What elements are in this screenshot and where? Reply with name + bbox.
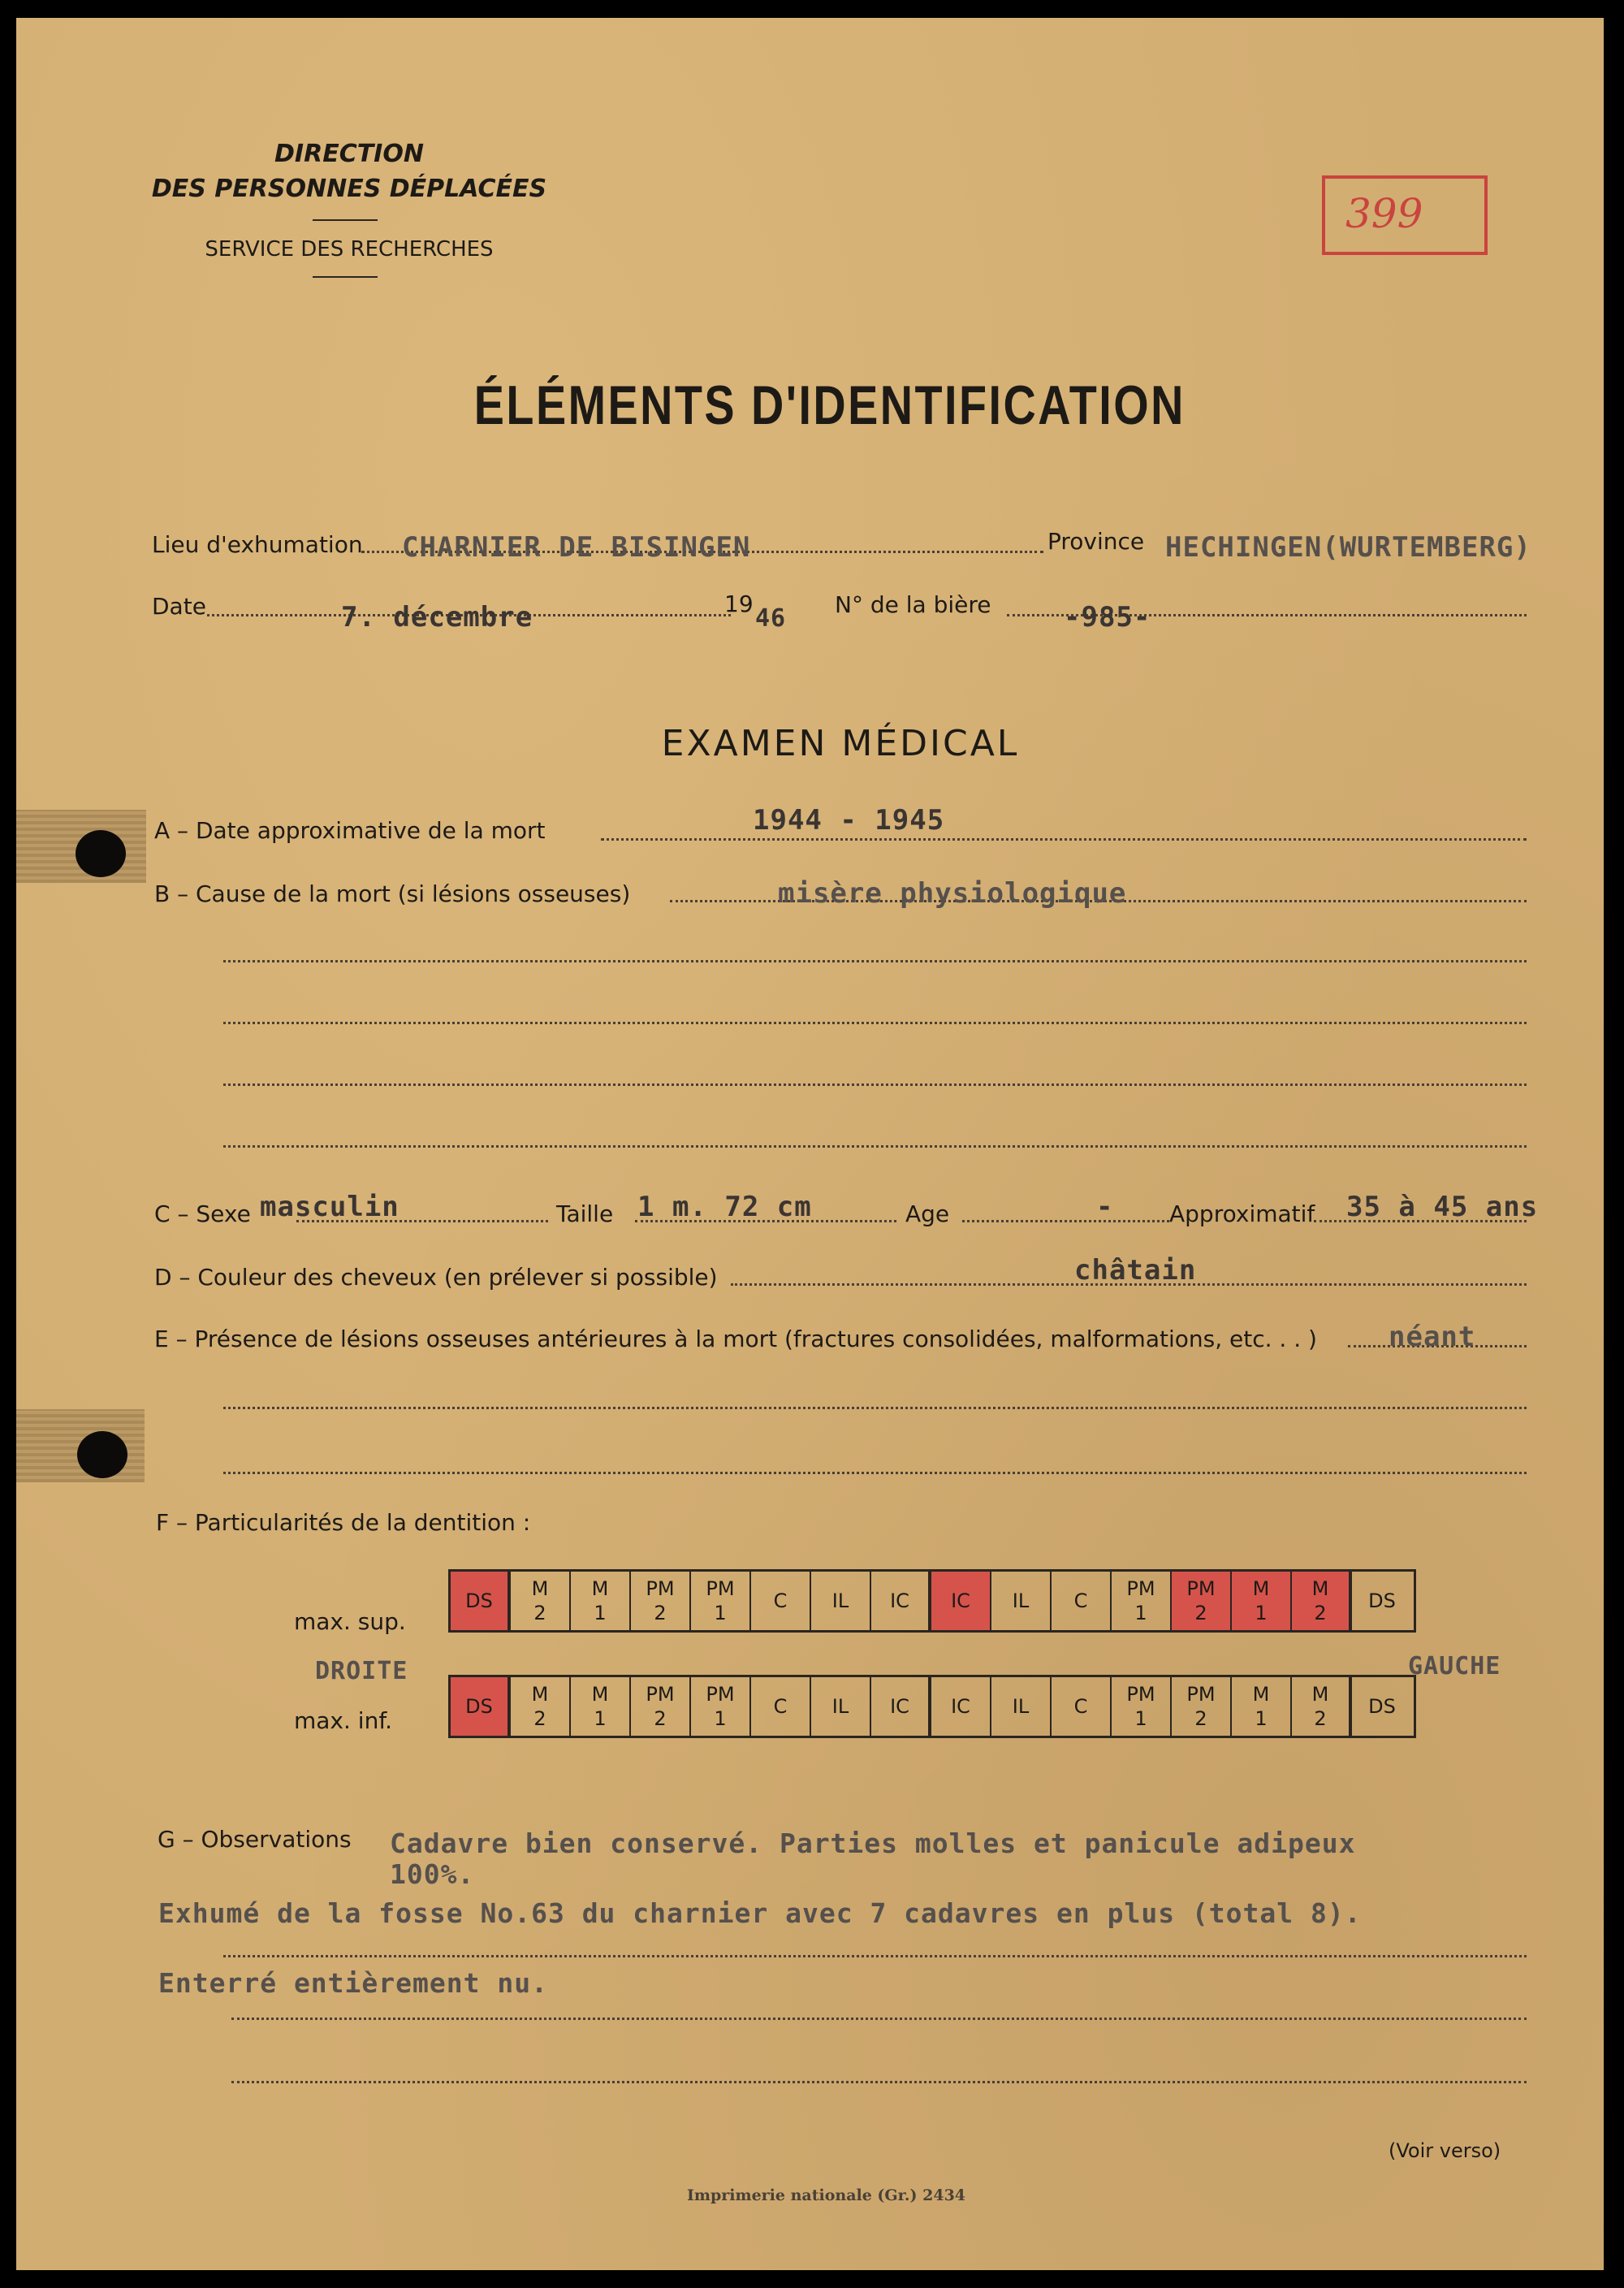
dotted-line (223, 1022, 1527, 1024)
gauche-label: GAUCHE (1408, 1652, 1501, 1680)
tooth-cell (751, 1677, 811, 1736)
province-value: HECHINGEN(WURTEMBERG) (1165, 531, 1531, 564)
dotted-line (231, 2018, 1527, 2020)
tooth-number: 1 (594, 1602, 607, 1624)
tooth-type: C (1073, 1695, 1088, 1718)
tooth-type: M (591, 1683, 609, 1706)
tooth-cell (631, 1572, 691, 1630)
tooth-number: 2 (1314, 1602, 1327, 1624)
tooth-number: 1 (714, 1707, 727, 1730)
section-g-label: G – Observations (158, 1826, 352, 1853)
tooth-type: IL (831, 1695, 849, 1718)
section-a-label: A – Date approximative de la mort (154, 817, 546, 844)
age-value: - (1096, 1191, 1114, 1223)
tooth-number: 2 (1194, 1707, 1207, 1730)
tooth-cell (1232, 1572, 1292, 1630)
tooth-cell (1292, 1572, 1352, 1630)
tooth-cell (751, 1572, 811, 1630)
punch-hole (76, 830, 126, 877)
tooth-type: C (773, 1589, 788, 1612)
tooth-type: PM (646, 1577, 675, 1600)
tooth-cell (631, 1677, 691, 1736)
header-divider (313, 219, 378, 221)
tooth-cell (511, 1572, 571, 1630)
tooth-type: M (1311, 1577, 1329, 1600)
tooth-cell (1352, 1572, 1412, 1630)
header-direction: DIRECTION (274, 140, 424, 168)
tooth-type: PM (706, 1577, 735, 1600)
tooth-type: DS (465, 1695, 493, 1718)
approx-value: 35 à 45 ans (1346, 1191, 1539, 1223)
sexe-value: masculin (260, 1191, 400, 1223)
tooth-type: IL (831, 1589, 849, 1612)
tooth-type: IC (951, 1589, 970, 1612)
tooth-type: PM (706, 1683, 735, 1706)
tooth-cell (991, 1677, 1052, 1736)
tooth-number: 2 (1314, 1707, 1327, 1730)
year-value: 46 (755, 604, 787, 633)
tooth-type: M (1311, 1683, 1329, 1706)
tooth-cell (451, 1572, 511, 1630)
tooth-cell (871, 1677, 931, 1736)
year-prefix: 19 (724, 590, 754, 617)
observation-line-2: Exhumé de la fosse No.63 du charnier avec 7 cadavres en plus (total 8). (158, 1897, 1362, 1929)
approx-label: Approximatif (1169, 1200, 1315, 1227)
tooth-number: 1 (594, 1707, 607, 1730)
tooth-type: M (531, 1577, 549, 1600)
section-a-value: 1944 - 1945 (753, 804, 945, 837)
header-service: SERVICE DES RECHERCHES (205, 237, 494, 262)
tooth-type: PM (646, 1683, 675, 1706)
biere-value: -985- (1064, 601, 1151, 634)
age-label: Age (905, 1200, 950, 1227)
exam-title: EXAMEN MÉDICAL (661, 723, 1020, 764)
observation-line-3: Enterré entièrement nu. (158, 1967, 548, 1999)
tooth-type: PM (1186, 1577, 1216, 1600)
tooth-cell (1052, 1572, 1112, 1630)
tooth-type: IC (890, 1695, 909, 1718)
tooth-type: M (1252, 1577, 1270, 1600)
tooth-cell (1112, 1572, 1172, 1630)
date-label: Date (152, 593, 206, 620)
tooth-cell (451, 1677, 511, 1736)
punch-hole (77, 1431, 127, 1478)
tooth-number: 2 (654, 1602, 667, 1624)
tooth-cell (571, 1677, 631, 1736)
tooth-cell (1052, 1677, 1112, 1736)
tooth-cell (1232, 1677, 1292, 1736)
observation-line-1: Cadavre bien conservé. Parties molles et panicule adipeux (390, 1827, 1356, 1859)
tooth-cell (931, 1572, 991, 1630)
tooth-type: M (591, 1577, 609, 1600)
tooth-type: M (531, 1683, 549, 1706)
tooth-number: 2 (1194, 1602, 1207, 1624)
tooth-type: C (773, 1695, 788, 1718)
province-label: Province (1047, 528, 1145, 555)
tooth-type: DS (465, 1589, 493, 1612)
page-title: ÉLÉMENTS D'IDENTIFICATION (473, 374, 1186, 436)
upper-teeth-chart (448, 1569, 1416, 1633)
tooth-cell (691, 1677, 751, 1736)
section-e-value: néant (1389, 1321, 1476, 1353)
tooth-cell (511, 1677, 571, 1736)
tooth-type: M (1252, 1683, 1270, 1706)
tooth-type: IL (1012, 1695, 1030, 1718)
max-sup-label: max. sup. (294, 1608, 406, 1635)
section-c-label: C – Sexe (154, 1200, 251, 1227)
section-b-value: misère physiologique (778, 877, 1127, 910)
tooth-type: PM (1126, 1683, 1155, 1706)
tooth-number: 1 (1255, 1602, 1268, 1624)
dotted-line (223, 1472, 1527, 1474)
tooth-cell (1172, 1572, 1232, 1630)
dotted-line (223, 1083, 1527, 1086)
dotted-line (223, 1145, 1527, 1148)
observation-line-1b: 100%. (390, 1858, 475, 1890)
section-b-label: B – Cause de la mort (si lésions osseuses) (154, 880, 631, 907)
tooth-type: PM (1186, 1683, 1216, 1706)
tooth-type: DS (1368, 1695, 1396, 1718)
header-divider (313, 276, 378, 278)
voir-verso: (Voir verso) (1389, 2139, 1501, 2162)
tooth-cell (871, 1572, 931, 1630)
dotted-line (223, 960, 1527, 962)
lieu-value: CHARNIER DE BISINGEN (402, 531, 751, 564)
tooth-cell (1352, 1677, 1412, 1736)
taille-label: Taille (556, 1200, 614, 1227)
section-e-label: E – Présence de lésions osseuses antérieures à la mort (fractures consolidées, malformations, etc. . . ) (154, 1326, 1317, 1352)
tooth-cell (571, 1572, 631, 1630)
tooth-cell (1112, 1677, 1172, 1736)
tooth-number: 2 (533, 1602, 546, 1624)
tooth-type: IC (890, 1589, 909, 1612)
tooth-cell (931, 1677, 991, 1736)
dotted-line (601, 838, 1527, 841)
archive-number-stamp (1322, 175, 1488, 255)
tooth-type: IL (1012, 1589, 1030, 1612)
tooth-number: 2 (533, 1707, 546, 1730)
taille-value: 1 m. 72 cm (637, 1191, 812, 1223)
droite-label: DROITE (315, 1657, 408, 1685)
section-d-value: châtain (1074, 1254, 1197, 1287)
tooth-type: C (1073, 1589, 1088, 1612)
tooth-number: 1 (1255, 1707, 1268, 1730)
archive-number: 399 (1345, 190, 1423, 237)
section-d-label: D – Couleur des cheveux (en prélever si possible) (154, 1264, 718, 1291)
tooth-number: 1 (1134, 1602, 1147, 1624)
dotted-line (962, 1220, 1169, 1222)
tooth-type: IC (951, 1695, 970, 1718)
tooth-number: 2 (654, 1707, 667, 1730)
tooth-cell (811, 1677, 871, 1736)
header-department: DES PERSONNES DÉPLACÉES (151, 175, 547, 203)
lower-teeth-chart (448, 1675, 1416, 1738)
tooth-number: 1 (714, 1602, 727, 1624)
dotted-line (231, 2081, 1527, 2083)
tooth-cell (1292, 1677, 1352, 1736)
max-inf-label: max. inf. (294, 1707, 393, 1734)
tooth-cell (1172, 1677, 1232, 1736)
document-sheet (16, 18, 1604, 2270)
biere-label: N° de la bière (835, 591, 991, 618)
printer-credit: Imprimerie nationale (Gr.) 2434 (686, 2186, 966, 2204)
tooth-cell (691, 1572, 751, 1630)
section-f-label: F – Particularités de la dentition : (156, 1509, 531, 1536)
tooth-number: 1 (1134, 1707, 1147, 1730)
dotted-line (223, 1955, 1527, 1957)
lieu-label: Lieu d'exhumation (152, 531, 363, 558)
tooth-cell (991, 1572, 1052, 1630)
tooth-cell (811, 1572, 871, 1630)
dotted-line (223, 1407, 1527, 1409)
tooth-type: PM (1126, 1577, 1155, 1600)
date-value: 7. décembre (341, 601, 533, 634)
tooth-type: DS (1368, 1589, 1396, 1612)
